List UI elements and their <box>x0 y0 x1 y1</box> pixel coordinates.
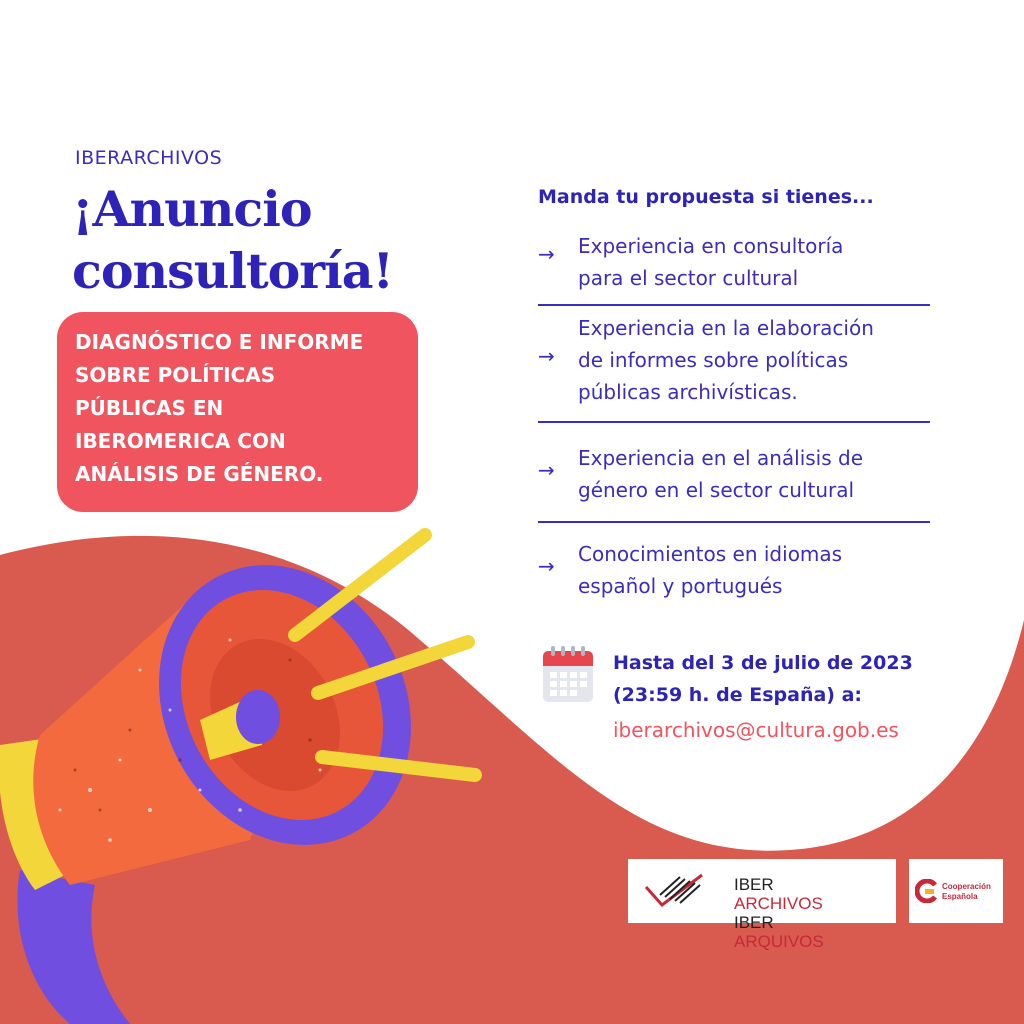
requirement-line: Experiencia en consultoría <box>578 234 844 258</box>
requirement-text <box>578 442 938 506</box>
wordmark-part: ARQUIVOS <box>734 932 824 951</box>
arrow-right-icon: → <box>538 242 555 266</box>
wordmark-part: IBER <box>734 913 774 932</box>
deadline-text <box>613 647 913 711</box>
requirement-text <box>578 312 938 408</box>
callout-text <box>75 326 410 491</box>
requirements-intro: Manda tu propuesta si tienes... <box>538 186 874 208</box>
cooperacion-mark-icon <box>915 879 939 903</box>
arrow-right-icon: → <box>538 458 555 482</box>
requirement-line: Experiencia en el análisis de <box>578 446 864 470</box>
callout-line-2: SOBRE POLÍTICAS <box>75 363 276 387</box>
headline-line-2: consultoría! <box>72 242 393 300</box>
deadline-line-2: (23:59 h. de España) a: <box>613 684 863 706</box>
requirement-line: Conocimientos en idiomas <box>578 542 843 566</box>
deadline-line-1: Hasta del 3 de julio de 2023 <box>613 652 913 674</box>
megaphone-illustration <box>0 510 500 1024</box>
cooperacion-espanola-logo <box>909 859 1003 923</box>
callout-line-1: DIAGNÓSTICO E INFORME <box>75 330 364 354</box>
requirement-line: para el sector cultural <box>578 266 799 290</box>
callout-line-4: IBEROMERICA CON <box>75 429 286 453</box>
calendar-icon <box>542 645 594 703</box>
divider <box>538 521 930 523</box>
iberarchivos-wordmark <box>734 875 824 951</box>
requirement-line: Experiencia en la elaboración <box>578 316 874 340</box>
callout-line-3: PÚBLICAS EN <box>75 396 224 420</box>
divider <box>538 421 930 423</box>
arrow-right-icon: → <box>538 554 555 578</box>
requirement-line: públicas archivísticas. <box>578 380 798 404</box>
requirement-text <box>578 230 938 294</box>
wordmark-part: IBER <box>734 875 774 894</box>
wordmark-line: Española <box>942 892 978 901</box>
iberarchivos-logo <box>628 859 896 951</box>
arrow-right-icon: → <box>538 344 555 368</box>
iberarchivos-mark-icon <box>644 873 722 909</box>
headline <box>72 178 393 302</box>
cooperacion-wordmark <box>942 882 991 902</box>
callout-line-5: ANÁLISIS DE GÉNERO. <box>75 462 324 486</box>
wordmark-line: Cooperación <box>942 882 991 891</box>
brand-label: IBERARCHIVOS <box>75 147 223 169</box>
wordmark-part: ARCHIVOS <box>734 894 823 913</box>
contact-email[interactable]: iberarchivos@cultura.gob.es <box>613 718 899 742</box>
divider <box>538 304 930 306</box>
headline-line-1: ¡Anuncio <box>72 180 312 238</box>
requirement-line: español y portugués <box>578 574 783 598</box>
requirement-line: género en el sector cultural <box>578 478 855 502</box>
callout-box <box>57 312 418 512</box>
requirement-text <box>578 538 938 602</box>
requirement-line: de informes sobre políticas <box>578 348 849 372</box>
